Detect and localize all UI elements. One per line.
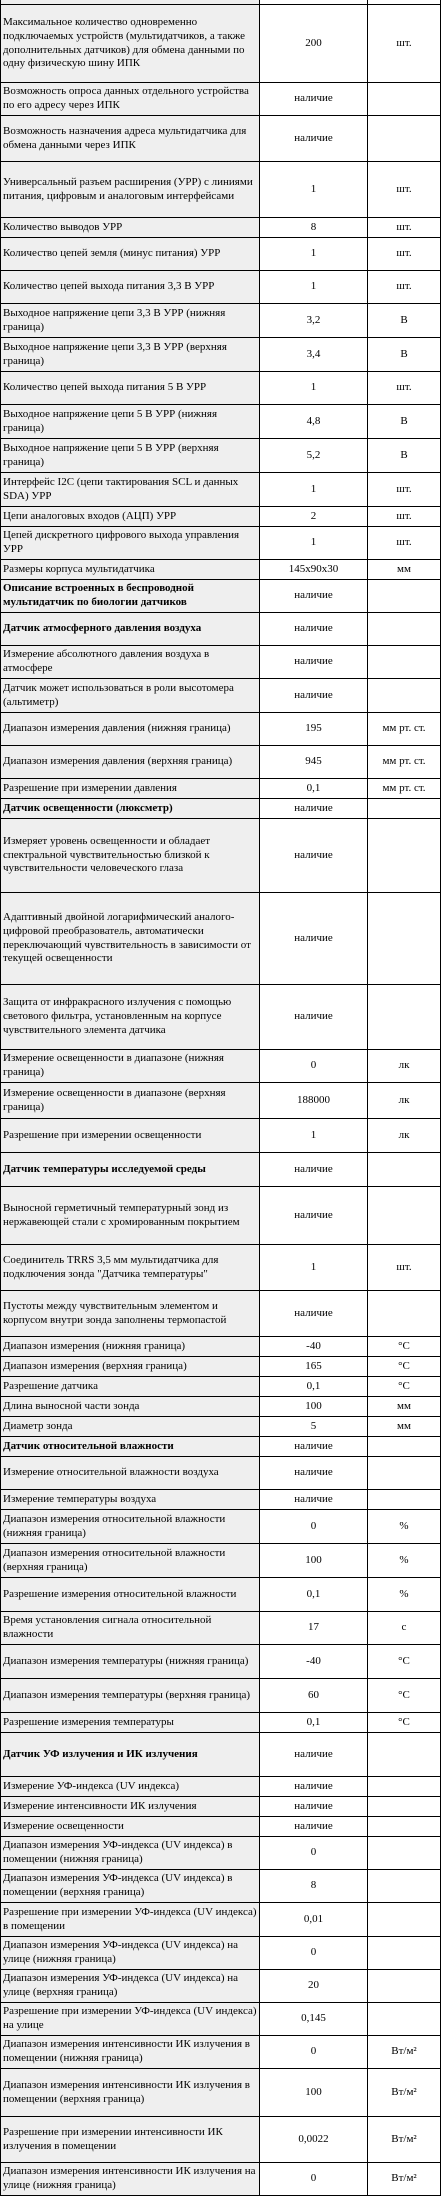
param-cell: Возможность опроса данных отдельного устройства по его адресу через ИПК [1, 83, 260, 116]
unit-cell: шт. [368, 1245, 441, 1291]
value-cell: 20 [260, 1970, 368, 2003]
unit-cell: шт. [368, 473, 441, 507]
value-cell: 100 [260, 2069, 368, 2117]
value-cell: 0,1 [260, 1377, 368, 1397]
unit-cell [368, 580, 441, 613]
table-row [1, 2036, 441, 2069]
unit-cell [368, 116, 441, 162]
unit-cell [368, 819, 441, 893]
unit-cell [368, 1733, 441, 1777]
value-cell: 5 [260, 1417, 368, 1437]
value-cell: 0 [260, 1837, 368, 1870]
value-cell: наличие [260, 679, 368, 713]
unit-cell: с [368, 1612, 441, 1645]
param-cell: Количество цепей земля (минус питания) УРР [1, 238, 260, 271]
param-cell: Датчик может использоваться в роли высотомера (альтиметр) [1, 679, 260, 713]
table-row [1, 83, 441, 116]
section-header-row [1, 613, 441, 646]
value-cell: 0,01 [260, 1903, 368, 1937]
value-cell: наличие [260, 1733, 368, 1777]
table-row [1, 2163, 441, 2196]
unit-cell: мм [368, 560, 441, 580]
table-row [1, 218, 441, 238]
param-cell: Описание встроенных в беспроводной мультидатчик по биологии датчиков [1, 580, 260, 613]
unit-cell [368, 646, 441, 679]
value-cell: -40 [260, 1645, 368, 1679]
value-cell: 195 [260, 713, 368, 746]
table-row [1, 1679, 441, 1713]
param-cell: Диапазон измерения давления (верхняя граница) [1, 746, 260, 779]
table-row [1, 473, 441, 507]
param-cell: Время установления сигнала относительной влажности [1, 1612, 260, 1645]
param-cell: Выходное напряжение цепи 3,3 В УРР (нижняя граница) [1, 304, 260, 338]
unit-cell [368, 1837, 441, 1870]
param-cell: Защита от инфракрасного излучения с помощью светового фильтра, установленным на корпусе чувствительного элемента датчика [1, 985, 260, 1050]
value-cell: 3,2 [260, 304, 368, 338]
table-row [1, 1357, 441, 1377]
param-cell: Диапазон измерения УФ-индекса (UV индекса) на улице (верхняя граница) [1, 1970, 260, 2003]
unit-cell: °C [368, 1679, 441, 1713]
value-cell: 100 [260, 1544, 368, 1578]
param-cell: Диапазон измерения (нижняя граница) [1, 1337, 260, 1357]
value-cell: 3,4 [260, 338, 368, 372]
table-row [1, 646, 441, 679]
unit-cell: °C [368, 1645, 441, 1679]
unit-cell: В [368, 338, 441, 372]
table-row [1, 819, 441, 893]
value-cell: наличие [260, 1777, 368, 1797]
param-cell: Измерение относительной влажности воздуха [1, 1457, 260, 1490]
unit-cell: % [368, 1510, 441, 1544]
unit-cell: лк [368, 1083, 441, 1119]
unit-cell [368, 1970, 441, 2003]
value-cell: наличие [260, 1291, 368, 1337]
unit-cell [368, 1187, 441, 1245]
unit-cell [368, 679, 441, 713]
unit-cell: % [368, 1544, 441, 1578]
unit-cell [368, 1817, 441, 1837]
section-header-row [1, 799, 441, 819]
table-row [1, 1083, 441, 1119]
unit-cell [368, 1153, 441, 1187]
unit-cell [368, 799, 441, 819]
table-row [1, 271, 441, 304]
table-row [1, 679, 441, 713]
unit-cell: шт. [368, 162, 441, 218]
value-cell: 4,8 [260, 405, 368, 439]
param-cell: Измерение освещенности в диапазоне (верхняя граница) [1, 1083, 260, 1119]
param-cell: Выходное напряжение цепи 3,3 В УРР (верхняя граница) [1, 338, 260, 372]
unit-cell: Вт/м² [368, 2069, 441, 2117]
section-header-row [1, 1733, 441, 1777]
unit-cell: °C [368, 1337, 441, 1357]
value-cell: 0 [260, 1510, 368, 1544]
param-cell: Разрешение при измерении освещенности [1, 1119, 260, 1153]
value-cell: наличие [260, 985, 368, 1050]
table-row [1, 238, 441, 271]
value-cell: 8 [260, 1870, 368, 1903]
unit-cell: мм [368, 1397, 441, 1417]
value-cell: 1 [260, 162, 368, 218]
unit-cell: °C [368, 1357, 441, 1377]
value-cell: наличие [260, 116, 368, 162]
unit-cell: В [368, 405, 441, 439]
value-cell: наличие [260, 613, 368, 646]
value-cell: наличие [260, 580, 368, 613]
param-cell: Диапазон измерения интенсивности ИК излучения в помещении (верхняя граница) [1, 2069, 260, 2117]
unit-cell [368, 1903, 441, 1937]
param-cell: Измерение интенсивности ИК излучения [1, 1797, 260, 1817]
param-cell: Возможность назначения адреса мультидатчика для обмена данными через ИПК [1, 116, 260, 162]
unit-cell: Вт/м² [368, 2036, 441, 2069]
section-header-row [1, 580, 441, 613]
value-cell: 0 [260, 1937, 368, 1970]
param-cell: Диапазон измерения относительной влажности (нижняя граница) [1, 1510, 260, 1544]
value-cell: 60 [260, 1679, 368, 1713]
param-cell: Выходное напряжение цепи 5 В УРР (верхняя граница) [1, 439, 260, 473]
table-row [1, 116, 441, 162]
value-cell: 1 [260, 372, 368, 405]
value-cell: наличие [260, 1457, 368, 1490]
unit-cell: мм рт. ст. [368, 779, 441, 799]
param-cell: Измерение абсолютного давления воздуха в атмосфере [1, 646, 260, 679]
param-cell: Разрешение измерения температуры [1, 1713, 260, 1733]
value-cell: наличие [260, 1437, 368, 1457]
param-cell: Интерфейс I2C (цепи тактирования SCL и данных SDA) УРР [1, 473, 260, 507]
table-row [1, 1050, 441, 1083]
table-row [1, 304, 441, 338]
value-cell: 188000 [260, 1083, 368, 1119]
table-row [1, 162, 441, 218]
unit-cell: шт. [368, 238, 441, 271]
unit-cell: мм рт. ст. [368, 713, 441, 746]
param-cell: Разрешение при измерении УФ-индекса (UV индекса) на улице [1, 2003, 260, 2036]
table-row [1, 1578, 441, 1612]
param-cell: Диапазон измерения УФ-индекса (UV индекса) в помещении (нижняя граница) [1, 1837, 260, 1870]
unit-cell [368, 2003, 441, 2036]
param-cell: Выносной герметичный температурный зонд из нержавеющей стали с хромированным покрытием [1, 1187, 260, 1245]
unit-cell [368, 1797, 441, 1817]
table-row [1, 1510, 441, 1544]
table-row [1, 5, 441, 83]
value-cell: наличие [260, 1187, 368, 1245]
table-row [1, 1490, 441, 1510]
param-cell: Разрешение измерения относительной влажности [1, 1578, 260, 1612]
param-cell: Выходное напряжение цепи 5 В УРР (нижняя граница) [1, 405, 260, 439]
value-cell: наличие [260, 646, 368, 679]
param-cell: Диапазон измерения интенсивности ИК излучения в помещении (нижняя граница) [1, 2036, 260, 2069]
unit-cell: мм [368, 1417, 441, 1437]
unit-cell [368, 1457, 441, 1490]
table-row [1, 713, 441, 746]
table-row [1, 507, 441, 527]
value-cell: наличие [260, 1817, 368, 1837]
section-header-row [1, 1153, 441, 1187]
param-cell: Универсальный разъем расширения (УРР) с линиями питания, цифровым и аналоговым интерфейсами [1, 162, 260, 218]
value-cell: наличие [260, 893, 368, 985]
unit-cell: В [368, 439, 441, 473]
param-cell: Диапазон измерения УФ-индекса (UV индекса) на улице (нижняя граница) [1, 1937, 260, 1970]
table-row [1, 2003, 441, 2036]
table-row [1, 560, 441, 580]
param-cell: Диапазон измерения (верхняя граница) [1, 1357, 260, 1377]
value-cell: 200 [260, 5, 368, 83]
value-cell: -40 [260, 1337, 368, 1357]
value-cell: наличие [260, 1490, 368, 1510]
value-cell: 1 [260, 527, 368, 560]
table-row [1, 1870, 441, 1903]
param-cell: Датчик относительной влажности [1, 1437, 260, 1457]
value-cell: 0,1 [260, 1578, 368, 1612]
value-cell: 0 [260, 2036, 368, 2069]
unit-cell [368, 1291, 441, 1337]
table-row [1, 1612, 441, 1645]
table-row [1, 1119, 441, 1153]
param-cell: Максимальное количество одновременно подключаемых устройств (мультидатчиков, а также дополнительных датчиков) для обмена данными по одну физическую шину ИПК [1, 5, 260, 83]
value-cell: 1 [260, 238, 368, 271]
unit-cell [368, 1437, 441, 1457]
param-cell: Измерение УФ-индекса (UV индекса) [1, 1777, 260, 1797]
unit-cell: шт. [368, 218, 441, 238]
value-cell: 5,2 [260, 439, 368, 473]
table-row [1, 1937, 441, 1970]
param-cell: Пустоты между чувствительным элементом и корпусом внутри зонда заполнены термопастой [1, 1291, 260, 1337]
value-cell: наличие [260, 1153, 368, 1187]
param-cell: Измерение температуры воздуха [1, 1490, 260, 1510]
param-cell: Разрешение датчика [1, 1377, 260, 1397]
table-row [1, 1837, 441, 1870]
param-cell: Соединитель TRRS 3,5 мм мультидатчика для подключения зонда "Датчика температуры" [1, 1245, 260, 1291]
value-cell: 0 [260, 2163, 368, 2196]
value-cell: наличие [260, 819, 368, 893]
unit-cell: В [368, 304, 441, 338]
param-cell: Датчик температуры исследуемой среды [1, 1153, 260, 1187]
value-cell: 1 [260, 473, 368, 507]
param-cell: Диапазон измерения относительной влажности (верхняя граница) [1, 1544, 260, 1578]
param-cell: Диапазон измерения температуры (верхняя граница) [1, 1679, 260, 1713]
table-row [1, 1797, 441, 1817]
value-cell: 17 [260, 1612, 368, 1645]
unit-cell [368, 1937, 441, 1970]
value-cell: 165 [260, 1357, 368, 1377]
table-row [1, 1903, 441, 1937]
table-row [1, 527, 441, 560]
table-row [1, 746, 441, 779]
param-cell: Разрешение при измерении УФ-индекса (UV индекса) в помещении [1, 1903, 260, 1937]
param-cell: Длина выносной части зонда [1, 1397, 260, 1417]
table-row [1, 372, 441, 405]
table-row [1, 338, 441, 372]
table-row [1, 2117, 441, 2163]
table-row [1, 1187, 441, 1245]
unit-cell [368, 1777, 441, 1797]
value-cell: 0 [260, 1050, 368, 1083]
unit-cell: % [368, 1578, 441, 1612]
unit-cell: мм рт. ст. [368, 746, 441, 779]
table-row [1, 985, 441, 1050]
param-cell: Диапазон измерения интенсивности ИК излучения на улице (нижняя граница) [1, 2163, 260, 2196]
param-cell: Адаптивный двойной логарифмический аналого-цифровой преобразователь, автоматически переключающий чувствительность в зависимости от текущей освещенности [1, 893, 260, 985]
param-cell: Датчик УФ излучения и ИК излучения [1, 1733, 260, 1777]
unit-cell: шт. [368, 271, 441, 304]
value-cell: 145x90x30 [260, 560, 368, 580]
unit-cell: шт. [368, 5, 441, 83]
value-cell: 1 [260, 1119, 368, 1153]
param-cell: Цепи аналоговых входов (АЦП) УРР [1, 507, 260, 527]
table-row [1, 1970, 441, 2003]
table-row [1, 1291, 441, 1337]
table-row [1, 893, 441, 985]
param-cell: Датчик освещенности (люксметр) [1, 799, 260, 819]
table-row [1, 1713, 441, 1733]
unit-cell: °C [368, 1713, 441, 1733]
unit-cell [368, 1870, 441, 1903]
unit-cell [368, 83, 441, 116]
unit-cell [368, 985, 441, 1050]
table-row [1, 1337, 441, 1357]
param-cell: Размеры корпуса мультидатчика [1, 560, 260, 580]
value-cell: 1 [260, 271, 368, 304]
param-cell: Измерение освещенности в диапазоне (нижняя граница) [1, 1050, 260, 1083]
value-cell: 0,0022 [260, 2117, 368, 2163]
value-cell: 100 [260, 1397, 368, 1417]
value-cell: 2 [260, 507, 368, 527]
table-row [1, 1377, 441, 1397]
param-cell: Разрешение при измерении интенсивности ИК излучения в помещении [1, 2117, 260, 2163]
param-cell: Количество цепей выхода питания 5 В УРР [1, 372, 260, 405]
spec-table-body [1, 0, 441, 2196]
section-header-row [1, 1437, 441, 1457]
unit-cell [368, 1490, 441, 1510]
value-cell: 945 [260, 746, 368, 779]
unit-cell: лк [368, 1050, 441, 1083]
param-cell: Диапазон измерения температуры (нижняя граница) [1, 1645, 260, 1679]
unit-cell: Вт/м² [368, 2163, 441, 2196]
table-row [1, 1817, 441, 1837]
value-cell: 8 [260, 218, 368, 238]
table-row [1, 1544, 441, 1578]
unit-cell: Вт/м² [368, 2117, 441, 2163]
param-cell: Диапазон измерения давления (нижняя граница) [1, 713, 260, 746]
param-cell: Разрешение при измерении давления [1, 779, 260, 799]
param-cell: Диапазон измерения УФ-индекса (UV индекса) в помещении (верхняя граница) [1, 1870, 260, 1903]
value-cell: 1 [260, 1245, 368, 1291]
table-row [1, 1645, 441, 1679]
param-cell: Измеряет уровень освещенности и обладает спектральной чувствительностью близкой к чувствительности человеческого глаза [1, 819, 260, 893]
unit-cell: шт. [368, 507, 441, 527]
value-cell: 0,1 [260, 779, 368, 799]
table-row [1, 2069, 441, 2117]
param-cell: Измерение освещенности [1, 1817, 260, 1837]
value-cell: наличие [260, 1797, 368, 1817]
table-row [1, 1457, 441, 1490]
table-row [1, 1417, 441, 1437]
param-cell: Количество выводов УРР [1, 218, 260, 238]
unit-cell: °C [368, 1377, 441, 1397]
param-cell: Цепей дискретного цифрового выхода управления УРР [1, 527, 260, 560]
table-row [1, 1245, 441, 1291]
unit-cell: шт. [368, 527, 441, 560]
table-row [1, 1777, 441, 1797]
param-cell: Датчик атмосферного давления воздуха [1, 613, 260, 646]
unit-cell [368, 613, 441, 646]
param-cell: Диаметр зонда [1, 1417, 260, 1437]
table-row [1, 1397, 441, 1417]
param-cell: Количество цепей выхода питания 3,3 В УРР [1, 271, 260, 304]
table-row [1, 405, 441, 439]
unit-cell [368, 893, 441, 985]
value-cell: наличие [260, 83, 368, 116]
unit-cell: шт. [368, 372, 441, 405]
value-cell: 0,145 [260, 2003, 368, 2036]
table-row [1, 439, 441, 473]
value-cell: 0,1 [260, 1713, 368, 1733]
value-cell: наличие [260, 799, 368, 819]
unit-cell: лк [368, 1119, 441, 1153]
table-row [1, 779, 441, 799]
